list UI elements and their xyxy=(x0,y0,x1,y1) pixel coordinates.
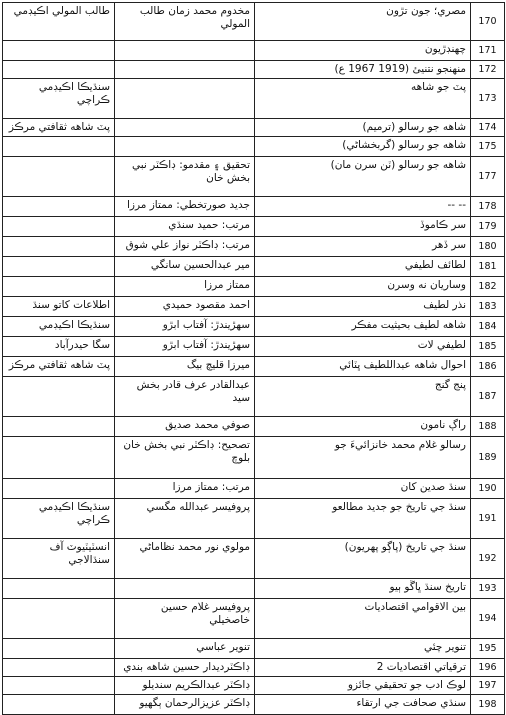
book-author: مرتب: ممتاز مرزا xyxy=(115,479,255,499)
book-title: شاهه جو رسالو (ٽن سرن مان) xyxy=(255,157,471,197)
book-publisher xyxy=(3,479,115,499)
books-table-body xyxy=(3,3,505,715)
row-number: 175 xyxy=(471,137,505,157)
book-title: سنڌ صدين کان xyxy=(255,479,471,499)
book-publisher: انسٽيٽيوٽ آف سنڌالاجي xyxy=(3,539,115,579)
row-number: 195 xyxy=(471,639,505,659)
table-row xyxy=(3,41,505,61)
book-publisher xyxy=(3,417,115,437)
book-publisher xyxy=(3,579,115,599)
table-row xyxy=(3,377,505,417)
table-row xyxy=(3,61,505,79)
book-author: مرتب: حميد سنڌي xyxy=(115,217,255,237)
row-number: 174 xyxy=(471,119,505,137)
row-number: 197 xyxy=(471,677,505,695)
table-row xyxy=(3,297,505,317)
book-title: راڳ نامون xyxy=(255,417,471,437)
book-author xyxy=(115,61,255,79)
book-author: مرتب: ڊاڪٽر نواز علي شوق xyxy=(115,237,255,257)
book-title: منهنجو نتنيئ (1919 1967 ع) xyxy=(255,61,471,79)
book-title: پٽ جو شاهه xyxy=(255,79,471,119)
book-publisher: پٽ شاهه ثقافتي مرڪز xyxy=(3,119,115,137)
book-title: وساريان نه وسرن xyxy=(255,277,471,297)
table-row xyxy=(3,677,505,695)
row-number: 179 xyxy=(471,217,505,237)
book-publisher xyxy=(3,137,115,157)
table-row xyxy=(3,499,505,539)
book-title: شاهه لطيف بحيثيت مفڪر xyxy=(255,317,471,337)
book-author xyxy=(115,41,255,61)
book-publisher xyxy=(3,437,115,479)
table-row xyxy=(3,357,505,377)
table-row xyxy=(3,317,505,337)
book-author: سهڙيندڙ: آفتاب ابڙو xyxy=(115,337,255,357)
row-number: 190 xyxy=(471,479,505,499)
book-publisher: اطلاعات کاتو سنڌ xyxy=(3,297,115,317)
row-number: 198 xyxy=(471,695,505,715)
book-publisher: سنڌيڪا اڪيڊمي ڪراچي xyxy=(3,79,115,119)
row-number: 193 xyxy=(471,579,505,599)
book-title: تنوير چئي xyxy=(255,639,471,659)
book-title: شاهه جو رسالو (گربخشاڻي) xyxy=(255,137,471,157)
book-title: سنڌ جي تاريخ (پاڳو پهريون) xyxy=(255,539,471,579)
book-publisher: سنڌيڪا اڪيڊمي xyxy=(3,317,115,337)
row-number: 194 xyxy=(471,599,505,639)
row-number: 196 xyxy=(471,659,505,677)
book-author: ڊاڪٽرديدار حسين شاهه بندي xyxy=(115,659,255,677)
book-publisher xyxy=(3,377,115,417)
table-row xyxy=(3,157,505,197)
table-row xyxy=(3,599,505,639)
book-author: ميرزا قليچ بيگ xyxy=(115,357,255,377)
table-row xyxy=(3,257,505,277)
table-row xyxy=(3,659,505,677)
book-publisher: طالب المولي اڪيڊمي xyxy=(3,3,115,41)
row-number: 186 xyxy=(471,357,505,377)
book-publisher xyxy=(3,695,115,715)
row-number: 178 xyxy=(471,197,505,217)
row-number: 170 xyxy=(471,3,505,41)
books-table xyxy=(2,2,505,715)
book-title: پنج گنج xyxy=(255,377,471,417)
row-number: 191 xyxy=(471,499,505,539)
row-number: 185 xyxy=(471,337,505,357)
row-number: 183 xyxy=(471,297,505,317)
row-number: 173 xyxy=(471,79,505,119)
book-publisher xyxy=(3,659,115,677)
book-publisher xyxy=(3,217,115,237)
book-author: ممتاز مرزا xyxy=(115,277,255,297)
table-row xyxy=(3,695,505,715)
book-publisher: پٽ شاهه ثقافتي مرڪز xyxy=(3,357,115,377)
book-author: تنوير عباسي xyxy=(115,639,255,659)
book-title: سنڌ جي تاريخ جو جديد مطالعو xyxy=(255,499,471,539)
book-author: عبدالقادر عرف قادر بخش سيد xyxy=(115,377,255,417)
book-author xyxy=(115,137,255,157)
book-publisher xyxy=(3,237,115,257)
book-title: نذر لطيف xyxy=(255,297,471,317)
book-author xyxy=(115,579,255,599)
row-number: 184 xyxy=(471,317,505,337)
row-number: 171 xyxy=(471,41,505,61)
book-publisher xyxy=(3,197,115,217)
book-title: لطائف لطيفي xyxy=(255,257,471,277)
book-author xyxy=(115,79,255,119)
book-title: چهنڊڙيون xyxy=(255,41,471,61)
book-author: سهڙيندڙ: آفتاب ابڙو xyxy=(115,317,255,337)
book-publisher xyxy=(3,639,115,659)
book-title: تاريخ سنڌ ڀاڱو ٻيو xyxy=(255,579,471,599)
table-row xyxy=(3,3,505,41)
book-publisher: سگا حيدرآباد xyxy=(3,337,115,357)
book-publisher: سنڌيڪا اڪيڊمي ڪراچي xyxy=(3,499,115,539)
row-number: 182 xyxy=(471,277,505,297)
row-number: 189 xyxy=(471,437,505,479)
book-author: جديد صورتخطي: ممتاز مرزا xyxy=(115,197,255,217)
table-row xyxy=(3,217,505,237)
book-title: سر ڪاموڏ xyxy=(255,217,471,237)
book-title: لوڪ ادب جو تحقيقي جائزو xyxy=(255,677,471,695)
table-row xyxy=(3,119,505,137)
book-author xyxy=(115,119,255,137)
document-page xyxy=(2,2,504,715)
book-author: احمد مقصود حميدي xyxy=(115,297,255,317)
table-row xyxy=(3,137,505,157)
row-number: 172 xyxy=(471,61,505,79)
book-publisher xyxy=(3,257,115,277)
table-row xyxy=(3,337,505,357)
book-author: ڊاڪٽر عبدالڪريم سنديلو xyxy=(115,677,255,695)
table-row xyxy=(3,237,505,257)
row-number: 180 xyxy=(471,237,505,257)
book-title: -- -- xyxy=(255,197,471,217)
table-row xyxy=(3,639,505,659)
book-author: مخدوم محمد زمان طالب المولي xyxy=(115,3,255,41)
table-row xyxy=(3,79,505,119)
book-title: مصري؛ جون تڙون xyxy=(255,3,471,41)
table-row xyxy=(3,417,505,437)
book-author: پروفيسر غلام حسين خاصخيلي xyxy=(115,599,255,639)
book-publisher xyxy=(3,677,115,695)
book-author: صوفي محمد صديق xyxy=(115,417,255,437)
book-author: ڊاڪٽر عزيزالرحمان ٻگهيو xyxy=(115,695,255,715)
book-author: تصحيح: ڊاڪٽر نبي بخش خان بلوچ xyxy=(115,437,255,479)
book-author: مولوي نور محمد نظاماڻي xyxy=(115,539,255,579)
book-title: احوال شاهه عبداللطيف ڀٽائي xyxy=(255,357,471,377)
table-row xyxy=(3,437,505,479)
row-number: 188 xyxy=(471,417,505,437)
table-row xyxy=(3,197,505,217)
row-number: 187 xyxy=(471,377,505,417)
table-row xyxy=(3,277,505,297)
book-publisher xyxy=(3,61,115,79)
table-row xyxy=(3,539,505,579)
book-title: ترقياتي اقتصاديات 2 xyxy=(255,659,471,677)
book-publisher xyxy=(3,41,115,61)
book-title: بين الاقوامي اقتصاديات xyxy=(255,599,471,639)
book-publisher xyxy=(3,277,115,297)
book-author: پروفيسر عبدالله مگسي xyxy=(115,499,255,539)
book-title: سر ڏهر xyxy=(255,237,471,257)
book-title: رسالو غلام محمد خانزائيءَ جو xyxy=(255,437,471,479)
book-publisher xyxy=(3,599,115,639)
row-number: 181 xyxy=(471,257,505,277)
table-row xyxy=(3,579,505,599)
book-author: مير عبدالحسين سانگي xyxy=(115,257,255,277)
book-title: سنڌي صحافت جي ارتقاء xyxy=(255,695,471,715)
book-title: لطيفي لات xyxy=(255,337,471,357)
book-title: شاهه جو رسالو (ترميم) xyxy=(255,119,471,137)
row-number: 177 xyxy=(471,157,505,197)
row-number: 192 xyxy=(471,539,505,579)
book-author: تحقيق ۽ مقدمو: ڊاڪٽر نبي بخش خان xyxy=(115,157,255,197)
table-row xyxy=(3,479,505,499)
book-publisher xyxy=(3,157,115,197)
